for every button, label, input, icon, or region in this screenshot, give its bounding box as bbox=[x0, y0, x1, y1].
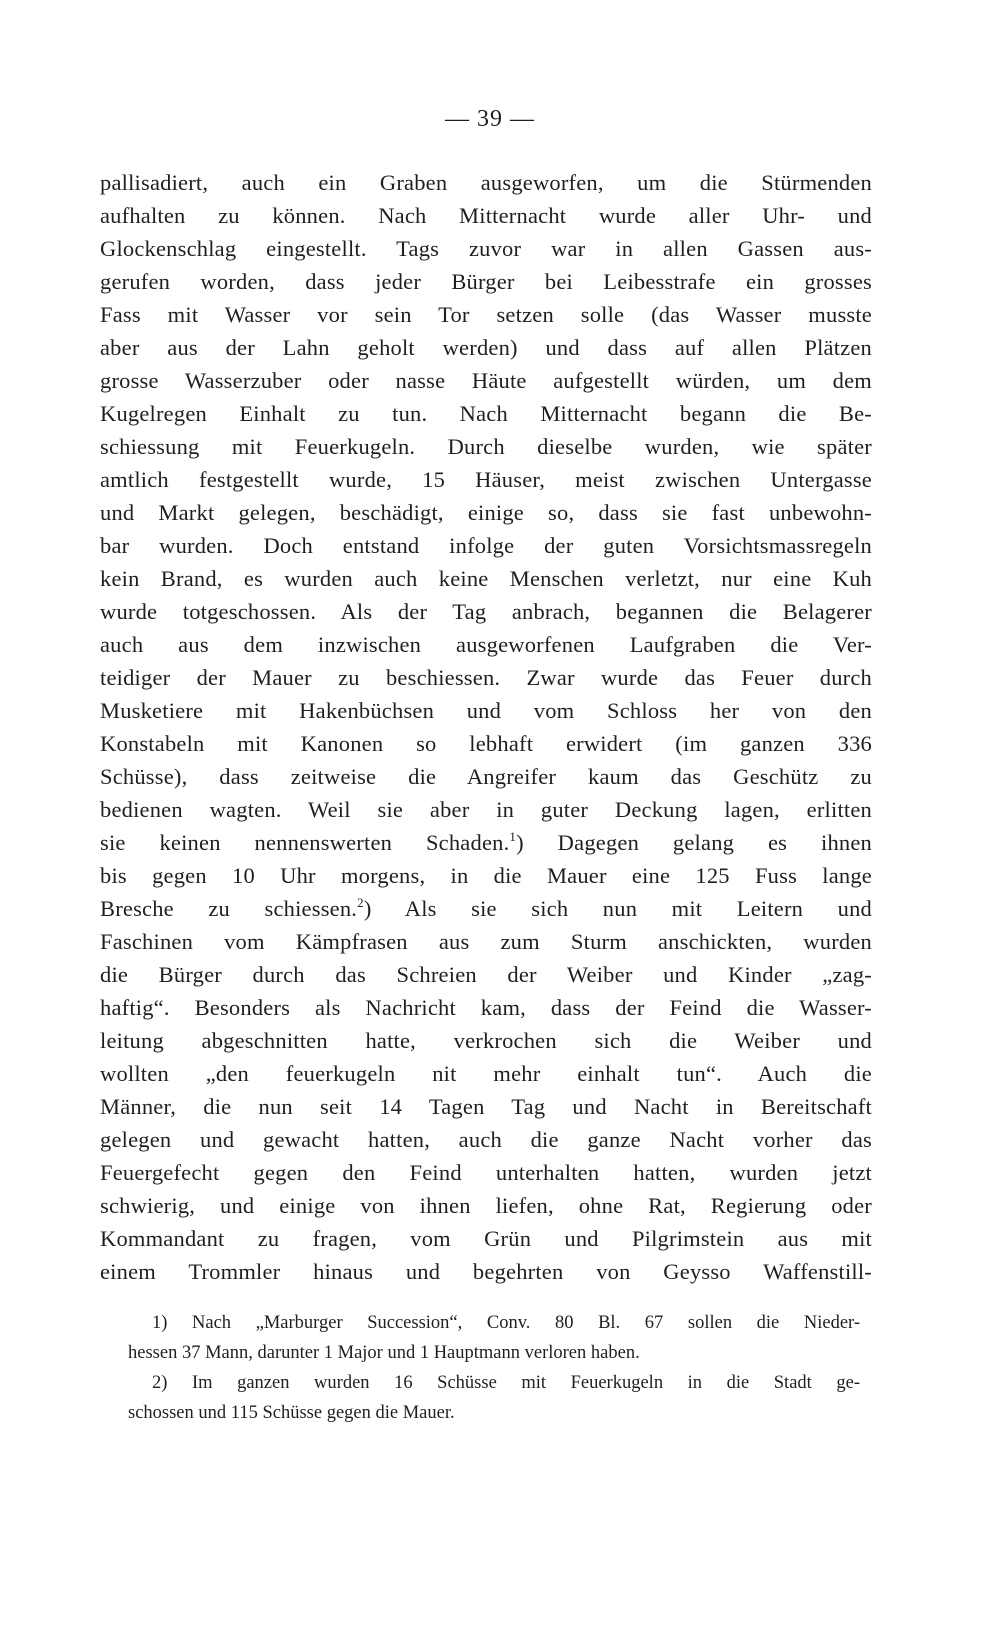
footnote-1-line: hessen 37 Mann, darunter 1 Major und 1 Hauptmann verloren haben. bbox=[128, 1343, 640, 1363]
text-line: die Bürger durch das Schreien der Weiber und Kinder „zag- bbox=[100, 962, 872, 987]
text-line: grosse Wasserzuber oder nasse Häute aufgestellt würden, um dem bbox=[100, 368, 872, 393]
footnote-2-line: 2) Im ganzen wurden 16 Schüsse mit Feuerkugeln in die Stadt ge- bbox=[152, 1373, 860, 1393]
text-line-with-footnote-ref bbox=[100, 826, 872, 859]
text-line: bar wurden. Doch entstand infolge der guten Vorsichtsmassregeln bbox=[100, 533, 872, 558]
text-segment: sie keinen nennenswerten Schaden. bbox=[100, 830, 510, 855]
text-line: und Markt gelegen, beschädigt, einige so, dass sie fast unbewohn- bbox=[100, 500, 872, 525]
text-line: einem Trommler hinaus und begehrten von Geysso Waffenstill- bbox=[100, 1259, 872, 1284]
text-line: Fass mit Wasser vor sein Tor setzen solle (das Wasser musste bbox=[100, 302, 872, 327]
text-line: Schüsse), dass zeitweise die Angreifer kaum das Geschütz zu bbox=[100, 764, 872, 789]
text-line: haftig“. Besonders als Nachricht kam, dass der Feind die Wasser- bbox=[100, 995, 872, 1020]
body-text bbox=[100, 166, 872, 1288]
text-line: pallisadiert, auch ein Graben ausgeworfen, um die Stürmenden bbox=[100, 170, 872, 195]
text-line: aber aus der Lahn geholt werden) und dass auf allen Plätzen bbox=[100, 335, 872, 360]
text-segment: Bresche zu schiessen. bbox=[100, 896, 358, 921]
text-line: Kugelregen Einhalt zu tun. Nach Mitternacht begann die Be- bbox=[100, 401, 872, 426]
text-line: bedienen wagten. Weil sie aber in guter Deckung lagen, erlitten bbox=[100, 797, 872, 822]
footnote-ref-2[interactable]: 2 bbox=[357, 895, 364, 910]
footnote-2-line: schossen und 115 Schüsse gegen die Mauer. bbox=[128, 1403, 455, 1423]
text-line: Musketiere mit Hakenbüchsen und vom Schloss her von den bbox=[100, 698, 872, 723]
text-line: bis gegen 10 Uhr morgens, in die Mauer eine 125 Fuss lange bbox=[100, 863, 872, 888]
text-line: amtlich festgestellt wurde, 15 Häuser, meist zwischen Untergasse bbox=[100, 467, 872, 492]
footnotes bbox=[128, 1308, 860, 1428]
footnote-ref-1[interactable]: 1 bbox=[509, 829, 517, 844]
text-segment: ) Als sie sich nun mit Leitern und bbox=[363, 896, 872, 921]
text-line: aufhalten zu können. Nach Mitternacht wurde aller Uhr- und bbox=[100, 203, 872, 228]
text-line: Kommandant zu fragen, vom Grün und Pilgrimstein aus mit bbox=[100, 1226, 872, 1251]
text-line: Faschinen vom Kämpfrasen aus zum Sturm anschickten, wurden bbox=[100, 929, 872, 954]
text-line: auch aus dem inzwischen ausgeworfenen Laufgraben die Ver- bbox=[100, 632, 872, 657]
text-line: Glockenschlag eingestellt. Tags zuvor war in allen Gassen aus- bbox=[100, 236, 872, 261]
text-line: wurde totgeschossen. Als der Tag anbrach, begannen die Belagerer bbox=[100, 599, 872, 624]
page-number: — 39 — bbox=[445, 106, 535, 132]
text-line-with-footnote-ref bbox=[100, 892, 872, 925]
text-line: gelegen und gewacht hatten, auch die ganze Nacht vorher das bbox=[100, 1127, 872, 1152]
text-line: gerufen worden, dass jeder Bürger bei Leibesstrafe ein grosses bbox=[100, 269, 872, 294]
text-line: teidiger der Mauer zu beschiessen. Zwar wurde das Feuer durch bbox=[100, 665, 872, 690]
text-line: leitung abgeschnitten hatte, verkrochen sich die Weiber und bbox=[100, 1028, 872, 1053]
text-line: schiessung mit Feuerkugeln. Durch dieselbe wurden, wie später bbox=[100, 434, 872, 459]
footnote-1-line: 1) Nach „Marburger Succession“, Conv. 80 Bl. 67 sollen die Nieder- bbox=[152, 1313, 860, 1333]
text-line: Feuergefecht gegen den Feind unterhalten hatten, wurden jetzt bbox=[100, 1160, 872, 1185]
text-segment: ) Dagegen gelang es ihnen bbox=[516, 830, 872, 855]
text-line: kein Brand, es wurden auch keine Menschen verletzt, nur eine Kuh bbox=[100, 566, 872, 591]
text-line: Männer, die nun seit 14 Tagen Tag und Nacht in Bereitschaft bbox=[100, 1094, 872, 1119]
text-line: Konstabeln mit Kanonen so lebhaft erwidert (im ganzen 336 bbox=[100, 731, 872, 756]
text-line: wollten „den feuerkugeln nit mehr einhalt tun“. Auch die bbox=[100, 1061, 872, 1086]
text-line: schwierig, und einige von ihnen liefen, ohne Rat, Regierung oder bbox=[100, 1193, 872, 1218]
